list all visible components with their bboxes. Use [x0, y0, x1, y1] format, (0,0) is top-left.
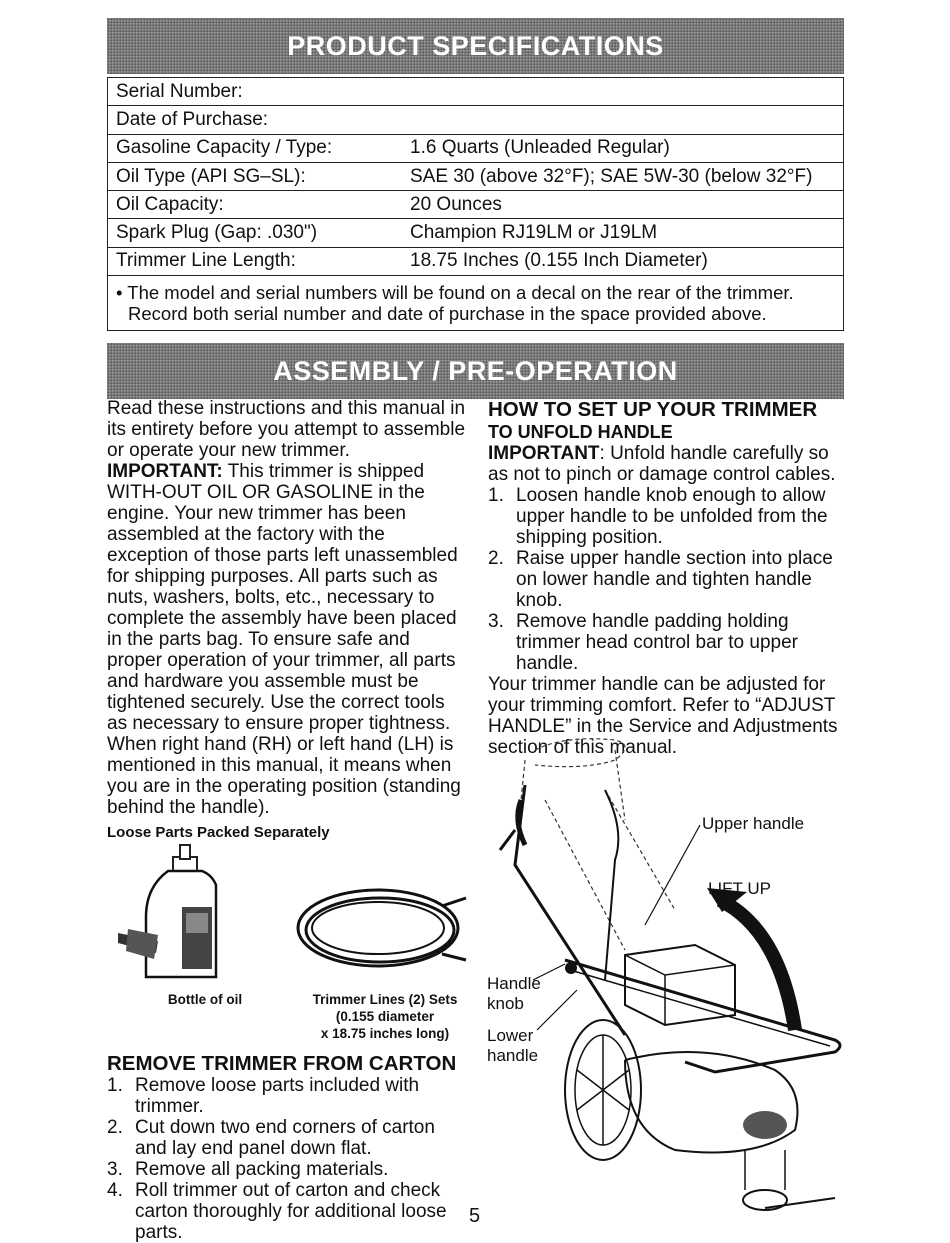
important-paragraph: [107, 461, 467, 734]
important-label: IMPORTANT:: [107, 461, 223, 482]
step-text: Remove handle padding holding trimmer head control bar to upper handle.: [516, 611, 798, 674]
list-item: [488, 611, 848, 674]
handle-knob-label-line: knob: [487, 994, 524, 1013]
list-item: [107, 1180, 469, 1243]
setup-title: HOW TO SET UP YOUR TRIMMER: [488, 398, 818, 421]
spec-note: [108, 276, 843, 330]
setup-important: [488, 443, 848, 485]
step-text: Remove all packing materials.: [135, 1159, 389, 1180]
loose-parts-title: Loose Parts Packed Separately: [107, 824, 330, 841]
spec-row: [108, 248, 843, 276]
spec-label: Oil Capacity:: [116, 193, 224, 215]
step-number: 2.: [107, 1117, 123, 1138]
step-number: 1.: [107, 1075, 123, 1096]
step-number: 3.: [107, 1159, 123, 1180]
trimmer-lines-image: [292, 884, 472, 974]
spec-value: 20 Ounces: [410, 193, 502, 215]
lines-caption: [300, 991, 470, 1042]
spec-label: Trimmer Line Length:: [116, 250, 296, 272]
handle-knob-label-line: Handle: [487, 974, 541, 993]
lift-up-label: LIFT UP: [708, 879, 771, 898]
spec-value: Champion RJ19LM or J19LM: [410, 222, 658, 244]
right-column: [488, 398, 848, 758]
list-item: [107, 1159, 469, 1180]
left-column: [107, 398, 467, 843]
lines-caption-line: (0.155 diameter: [335, 1009, 435, 1024]
spec-row: [108, 219, 843, 247]
remove-title: REMOVE TRIMMER FROM CARTON: [107, 1052, 457, 1075]
step-text: Loosen handle knob enough to allow upper handle to be unfolded from the shipping position.: [516, 485, 828, 548]
step-number: 2.: [488, 548, 504, 569]
spec-note-line2: Record both serial number and date of purchase in the space provided above.: [128, 303, 767, 325]
spec-row: [108, 106, 843, 134]
rh-lh-paragraph: When right hand (RH) or left hand (LH) is mentioned in this manual, it means when you are in the operating position (standing behind the handle).: [107, 734, 461, 818]
step-number: 3.: [488, 611, 504, 632]
spec-value: 1.6 Quarts (Unleaded Regular): [410, 137, 670, 159]
lines-caption-line: x 18.75 inches long): [320, 1026, 450, 1041]
step-text: Roll trimmer out of carton and check carton thoroughly for additional loose parts.: [135, 1180, 447, 1243]
list-item: [107, 1075, 469, 1117]
important-text: This trimmer is shipped WITH-OUT OIL OR GASOLINE in the engine. Your new trimmer has been assembled at the factory with the exception of those parts left unassembled for shipping purposes. All parts such as nuts, washers, bolts, etc., necessary to complete the assembly have been placed in the parts bag. To ensure safe and proper operation of your trimmer, all parts and hardware you assemble must be tightened securely. Use the correct tools as necessary to ensure proper tightness.: [107, 461, 458, 734]
spec-row: [108, 191, 843, 219]
setup-important-label: IMPORTANT: [488, 443, 600, 464]
spec-label: Serial Number:: [116, 80, 243, 102]
assembly-banner: [107, 343, 844, 399]
upper-handle-label: Upper handle: [702, 814, 805, 833]
spec-label: Oil Type (API SG–SL):: [116, 165, 306, 187]
assembly-title: ASSEMBLY / PRE-OPERATION: [273, 355, 678, 386]
remove-steps: [107, 1075, 469, 1243]
setup-important-text: : Unfold handle carefully so as not to pinch or damage control cables.: [488, 443, 836, 485]
spec-table: [107, 77, 844, 331]
spec-label: Spark Plug (Gap: .030"): [116, 222, 318, 244]
step-text: Cut down two end corners of carton and lay end panel down flat.: [135, 1117, 435, 1159]
step-number: 1.: [488, 485, 504, 506]
spec-row: [108, 78, 843, 106]
lower-handle-label-line: handle: [487, 1046, 539, 1065]
lower-handle-label-line: Lower: [487, 1026, 534, 1045]
spec-label: Date of Purchase:: [116, 108, 269, 130]
page-number: 5: [469, 1205, 481, 1227]
spec-label: Gasoline Capacity / Type:: [116, 137, 333, 159]
adjust-paragraph: Your trimmer handle can be adjusted for your trimming comfort. Refer to “ADJUST HANDLE” in the Service and Adjustments section of this manual.: [488, 674, 838, 758]
setup-subtitle: TO UNFOLD HANDLE: [488, 422, 673, 442]
spec-row: [108, 163, 843, 191]
intro-paragraph: Read these instructions and this manual in its entirety before you attempt to assemble or operate your new trimmer.: [107, 398, 466, 461]
oil-caption: Bottle of oil: [167, 992, 243, 1007]
step-text: Raise upper handle section into place on lower handle and tighten handle knob.: [516, 548, 833, 611]
spec-banner: [107, 18, 844, 74]
list-item: [488, 548, 848, 611]
handle-knob-label: [487, 974, 541, 1014]
step-text: Remove loose parts included with trimmer.: [135, 1075, 420, 1117]
lines-caption-line: Trimmer Lines (2) Sets: [312, 992, 458, 1007]
lower-handle-label: [487, 1026, 538, 1066]
setup-steps: [488, 485, 848, 674]
oil-bottle-image: [118, 843, 258, 983]
spec-note-line1: • The model and serial numbers will be found on a decal on the rear of the trimmer.: [116, 282, 794, 304]
spec-title: PRODUCT SPECIFICATIONS: [287, 30, 664, 61]
spec-value: 18.75 Inches (0.155 Inch Diameter): [410, 250, 708, 272]
step-number: 4.: [107, 1180, 123, 1201]
list-item: [107, 1117, 469, 1159]
list-item: [488, 485, 848, 548]
remove-section: [107, 1052, 469, 1243]
spec-value: SAE 30 (above 32°F); SAE 5W-30 (below 32°F): [410, 165, 813, 187]
spec-row: [108, 135, 843, 163]
